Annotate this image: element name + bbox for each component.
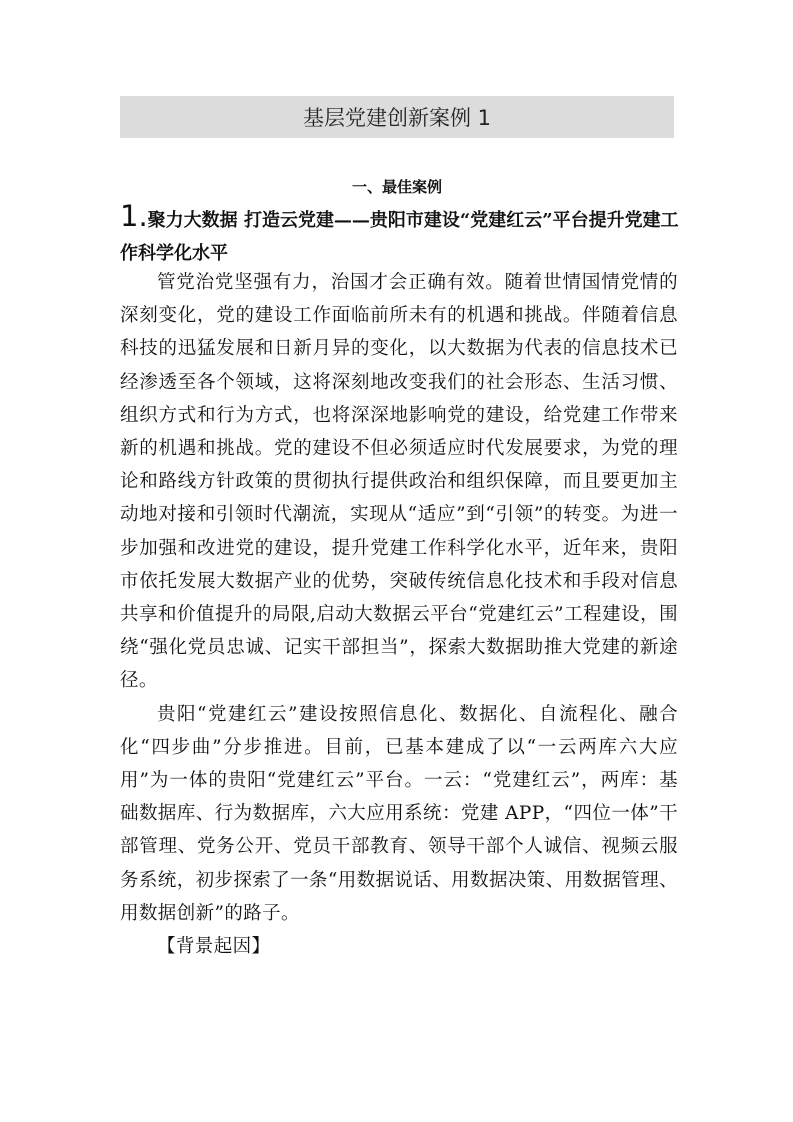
paragraph: 管党治党坚强有力，治国才会正确有效。随着世情国情党情的深刻变化，党的建设工作面临前所未有的机遇和挑战。伴随着信息科技的迅猛发展和日新月异的变化，以大数据为代表的信息技术已经渗透至各个领域，这将深刻地改变我们的社会形态、生活习惯、组织方式和行为方式，也将深深地影响党的建设，给党建工作带来新的机遇和挑战。党的建设不但必须适应时代发展要求，为党的理论和路线方针政策的贯彻执行提供政治和组织保障，而且要更加主动地对接和引领时代潮流，实现从“适应”到“引领”的转变。为进一步加强和改进党的建设，提升党建工作科学化水平，近年来，贵阳市依托发展大数据产业的优势，突破传统信息化技术和手段对信息共享和价值提升的局限,启动大数据云平台“党建红云”工程建设，围绕“强化党员忠诚、记实干部担当”，探索大数据助推大党建的新途径。 [120, 272, 678, 692]
body-text [120, 266, 678, 963]
document-title: 基层党建创新案例 1 [120, 96, 674, 138]
paragraph: 贵阳“党建红云”建设按照信息化、数据化、自流程化、融合化“四步曲”分步推进。目前，已基本建成了以“一云两库六大应用”为一体的贵阳“党建红云”平台。一云：“党建红云”，两库：基础数据库、行为数据库，六大应用系统：党建 APP，“四位一体”干部管理、党务公开、党员干部教育、领导干部个人诚信、视频云服务系统，初步探索了一条“用数据说话、用数据决策、用数据管理、用数据创新”的路子。 [120, 703, 678, 924]
case-number: 1. [120, 199, 148, 233]
section-heading: 一、最佳案例 [351, 178, 442, 196]
case-heading [120, 200, 680, 270]
subheading-background: 【背景起因】 [157, 936, 271, 958]
case-title: 聚力大数据 打造云党建——贵阳市建设“党建红云”平台提升党建工作科学化水平 [120, 210, 679, 264]
